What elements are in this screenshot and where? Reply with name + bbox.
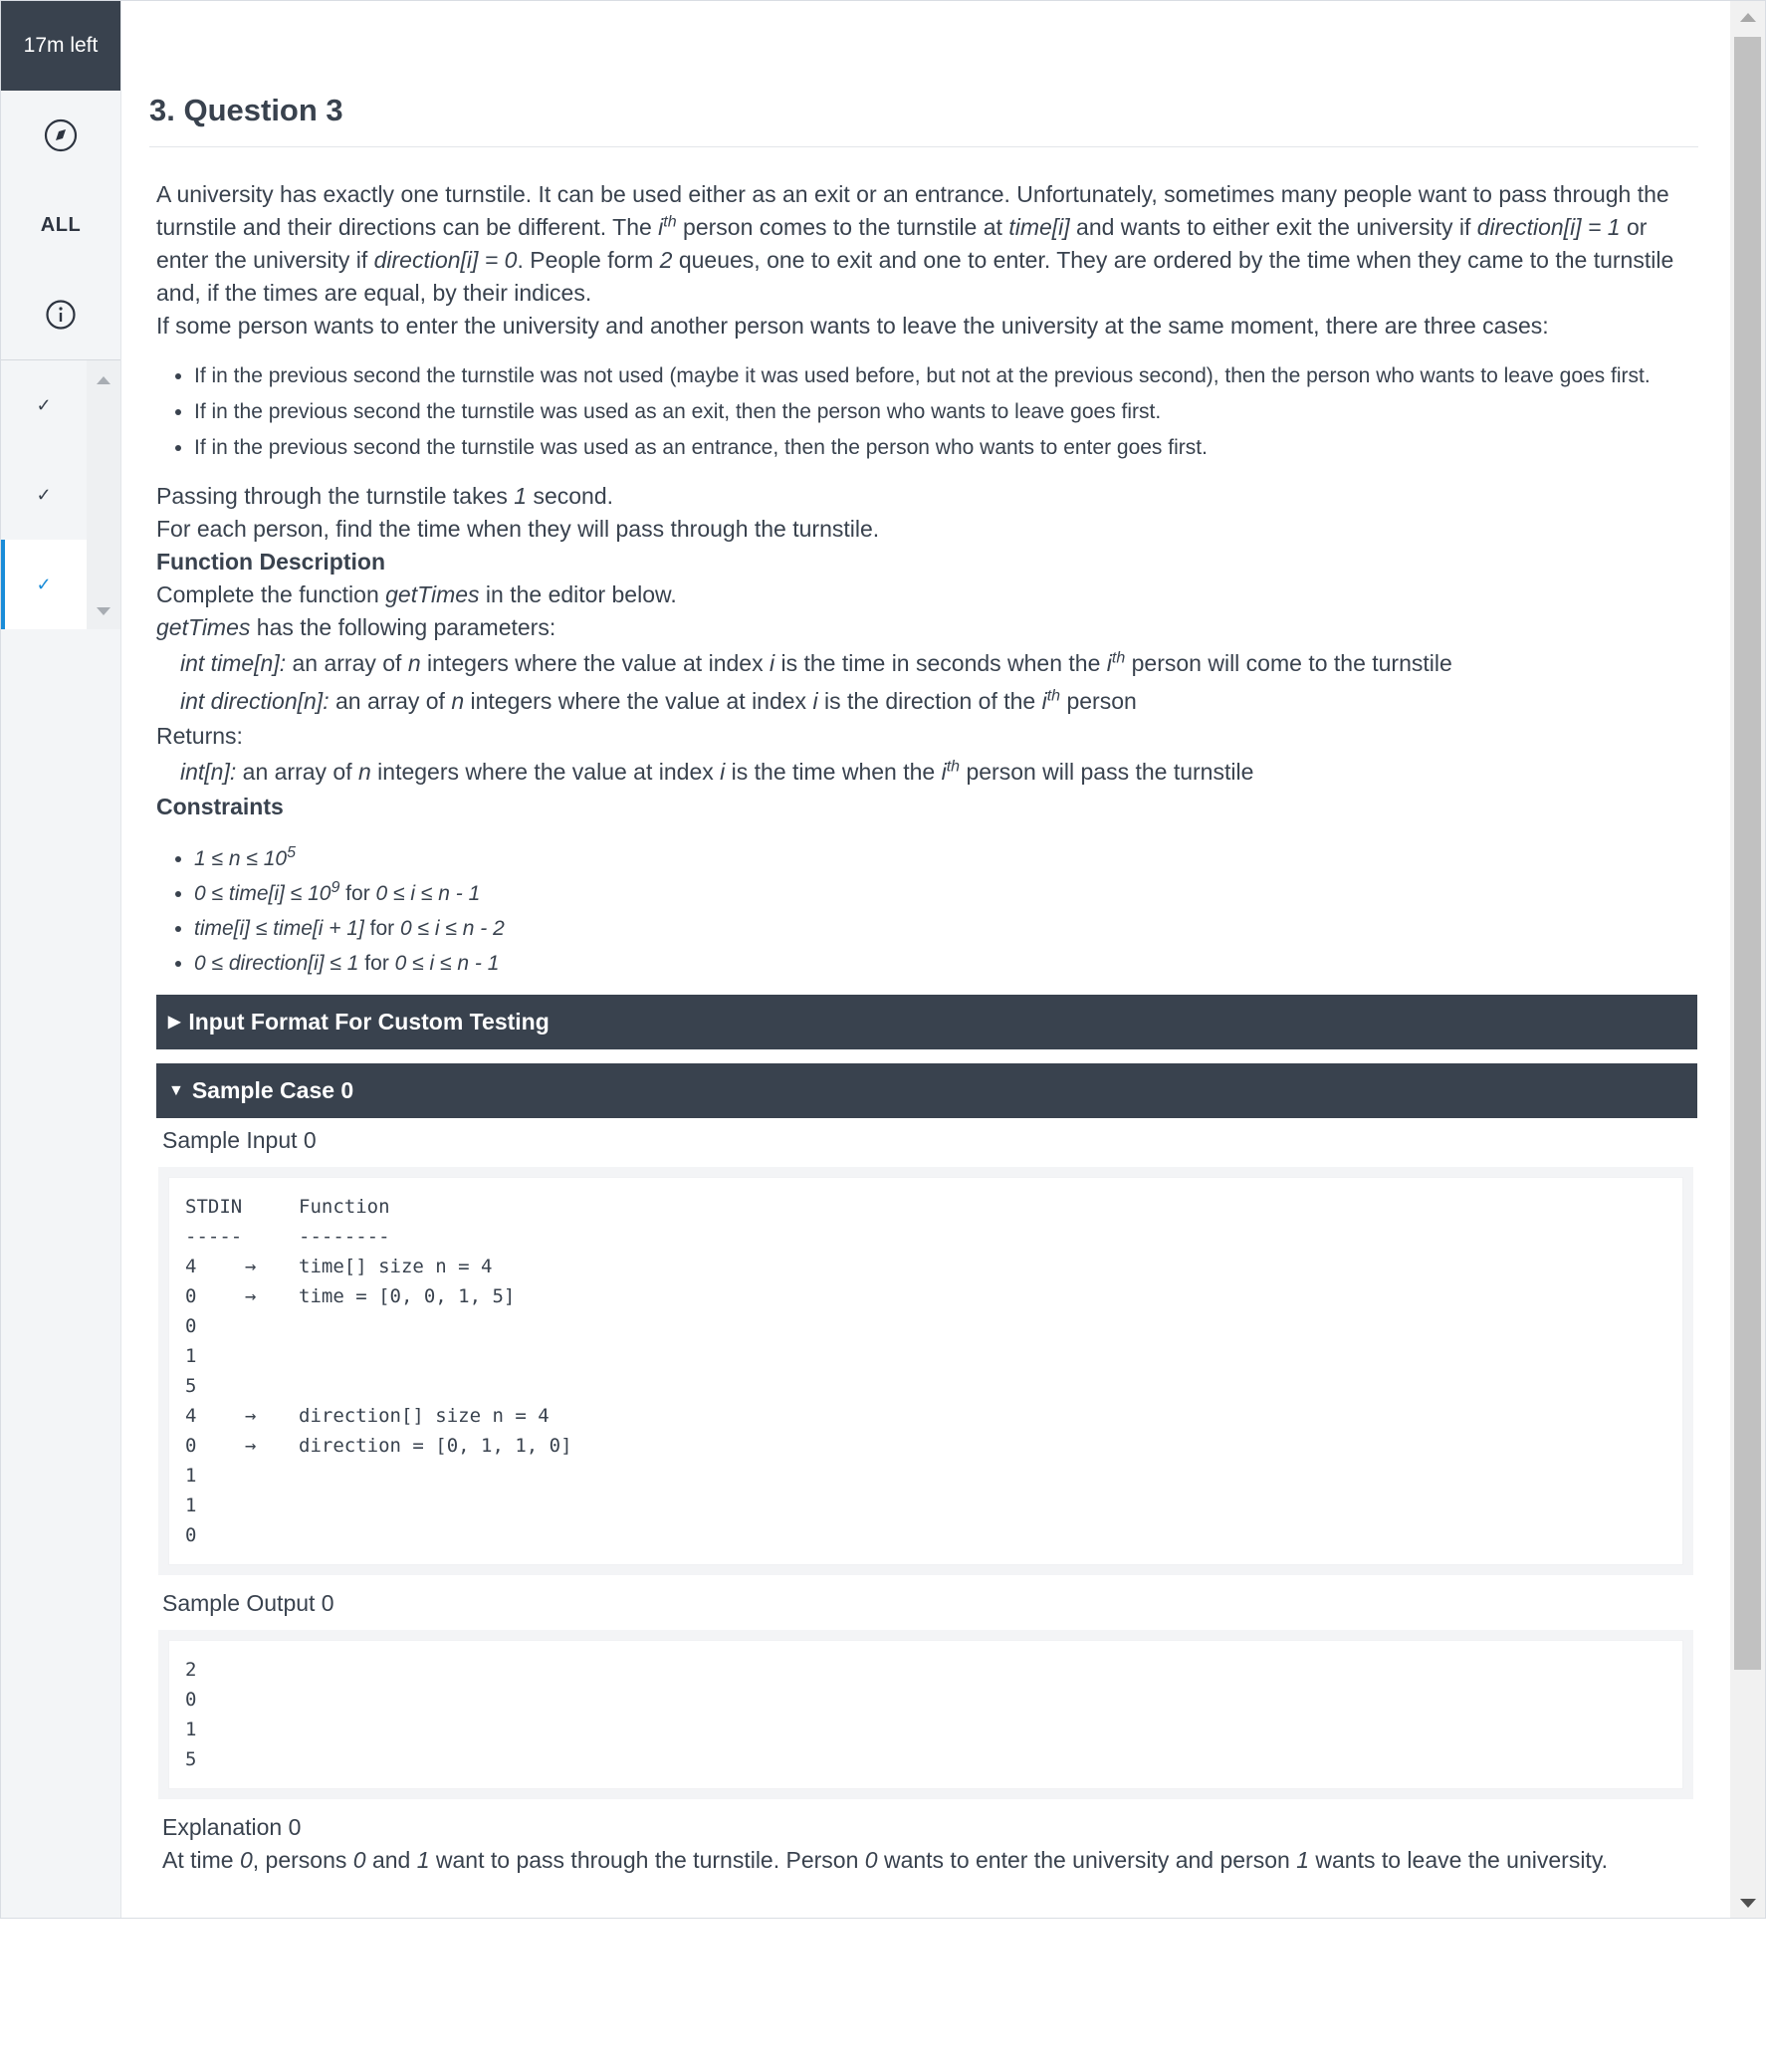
code-cell: 1 — [185, 1465, 197, 1487]
scroll-down-icon[interactable] — [1740, 1899, 1756, 1908]
scroll-up-icon[interactable] — [1740, 13, 1756, 22]
constraints-heading: Constraints — [156, 794, 284, 819]
code-cell: ----- — [185, 1226, 243, 1248]
code-cell: -------- — [299, 1226, 390, 1248]
complete-text: Complete the function getTimes in the editor below. — [156, 581, 677, 607]
code-row: 5 — [185, 1748, 197, 1770]
page-scrollbar[interactable] — [1730, 1, 1765, 1918]
list-item: • If in the previous second the turnstile was used as an exit, then the person who wants to leave goes first. — [194, 398, 1697, 426]
param-direction: int direction[n]: an array of n integers where the value at index i is the direction of the $i^{th}$ person — [180, 687, 1137, 714]
explanation-label: Explanation 0 — [162, 1814, 302, 1840]
info-icon — [45, 299, 77, 331]
sample-output-box — [168, 1640, 1683, 1789]
arrow-cell: → — [245, 1435, 257, 1457]
caret-right-icon: ▶ — [168, 1014, 181, 1031]
timer — [1, 1, 120, 91]
question-panel — [121, 1, 1730, 1918]
code-cell: time = [0, 0, 1, 5] — [299, 1285, 516, 1307]
accordion-label: Sample Case 0 — [191, 1077, 354, 1103]
timer-label: 17m left — [23, 34, 99, 57]
cases-list — [156, 362, 1697, 462]
list-item: • If in the previous second the turnstile was not used (maybe it was used before, but not at the previous second), then the person who wants to leave goes first. — [194, 362, 1697, 390]
code-row — [185, 1401, 1666, 1431]
scroll-up-icon[interactable] — [97, 376, 110, 384]
code-row — [185, 1192, 1666, 1222]
code-cell: 0 — [185, 1524, 197, 1546]
code-row — [185, 1461, 1666, 1491]
param-time: int time[n]: an array of n integers where the value at index i is the time in seconds when the $i^{th}$ person will come to the turnstile — [180, 649, 1452, 676]
code-row — [185, 1222, 1666, 1252]
code-cell: 1 — [185, 1495, 197, 1516]
returns-label: Returns: — [156, 723, 243, 749]
code-cell: 1 — [185, 1345, 197, 1367]
compass-button[interactable] — [1, 91, 120, 180]
passing-text: Passing through the turnstile takes 1 second. — [156, 483, 614, 509]
sample-input-label: Sample Input 0 — [162, 1127, 317, 1153]
check-icon: ✓ — [36, 574, 52, 594]
check-icon: ✓ — [36, 394, 52, 415]
check-icon: ✓ — [36, 484, 52, 505]
all-questions-button[interactable] — [1, 180, 120, 270]
code-cell: direction = [0, 1, 1, 0] — [299, 1435, 572, 1457]
arrow-cell — [245, 1520, 299, 1550]
returns-text: int[n]: an array of n integers where the value at index i is the time when the $i^{th}$ person will pass the turnstile — [180, 758, 1254, 785]
code-row: 2 — [185, 1659, 197, 1681]
params-intro: getTimes has the following parameters: — [156, 614, 556, 640]
question-title: 3. Question 3 — [149, 93, 1698, 147]
code-cell: 0 — [185, 1315, 197, 1337]
input-format-accordion[interactable] — [156, 995, 1697, 1049]
caret-down-icon: ▼ — [168, 1082, 184, 1099]
list-item: • $1 \le n \le 10^5$ — [194, 841, 1697, 876]
scrollbar-thumb[interactable] — [1734, 37, 1761, 1670]
arrow-cell: → — [245, 1405, 257, 1427]
question-item-2[interactable] — [1, 450, 87, 540]
code-row: 0 — [185, 1689, 197, 1711]
code-row — [185, 1491, 1666, 1520]
code-row — [185, 1520, 1666, 1550]
arrow-cell — [245, 1192, 299, 1222]
scroll-down-icon[interactable] — [97, 607, 110, 615]
code-cell: 0 — [185, 1435, 197, 1457]
explanation-text: At time 0, persons 0 and 1 want to pass through the turnstile. Person 0 wants to enter the university and person 1 wants to leave the university. — [162, 1847, 1608, 1873]
question-list — [1, 360, 120, 629]
code-row — [185, 1252, 1666, 1281]
sample-output-label: Sample Output 0 — [162, 1590, 334, 1616]
question-item-1[interactable] — [1, 360, 87, 450]
list-item: • time[i] ≤ time[i + 1] for 0 ≤ i ≤ n - 2 — [194, 911, 1697, 946]
function-description-heading: Function Description — [156, 549, 385, 575]
question-item-3[interactable] — [1, 540, 87, 629]
question-body — [156, 178, 1697, 1877]
arrow-cell — [245, 1461, 299, 1491]
code-cell: 5 — [185, 1375, 197, 1397]
arrow-cell: → — [245, 1285, 257, 1307]
list-item: • If in the previous second the turnstile was used as an entrance, then the person who wants to enter goes first. — [194, 434, 1697, 462]
list-item: • 0 ≤ time[i] ≤ $10^9$ for 0 ≤ i ≤ n - 1 — [194, 876, 1697, 911]
code-row — [185, 1431, 1666, 1461]
cases-intro: If some person wants to enter the university and another person wants to leave the university at the same moment, there are three cases: — [156, 313, 1549, 339]
code-cell: 4 — [185, 1256, 197, 1277]
accordion-label: Input Format For Custom Testing — [188, 1009, 550, 1035]
constraints-list — [156, 841, 1697, 981]
arrow-cell — [245, 1491, 299, 1520]
code-cell: direction[] size n = 4 — [299, 1405, 550, 1427]
code-cell: 0 — [185, 1285, 197, 1307]
code-row — [185, 1371, 1666, 1401]
arrow-cell — [245, 1311, 299, 1341]
all-label: ALL — [40, 213, 82, 236]
arrow-cell — [245, 1341, 299, 1371]
arrow-cell — [245, 1371, 299, 1401]
arrow-cell: → — [245, 1256, 257, 1277]
question-list-scrollbar[interactable] — [87, 360, 120, 629]
left-sidebar — [1, 1, 121, 1918]
arrow-cell — [245, 1222, 299, 1252]
code-cell: Function — [299, 1196, 390, 1218]
code-row: 1 — [185, 1719, 197, 1740]
info-button[interactable] — [1, 270, 120, 359]
code-row — [185, 1311, 1666, 1341]
sample-input-box — [168, 1177, 1683, 1565]
code-cell: 4 — [185, 1405, 197, 1427]
compass-icon — [44, 118, 78, 152]
code-cell: STDIN — [185, 1196, 243, 1218]
code-row — [185, 1341, 1666, 1371]
code-cell: time[] size n = 4 — [299, 1256, 493, 1277]
problem-paragraph: A university has exactly one turnstile. It can be used either as an exit or an entrance. Unfortunately, sometimes many people want to pass through the turnstile and their directions can be different. The $i^{th}$ person comes to the turnstile at time[i] and wants to either exit the university if direction[i] = 1 or enter the university if direction[i] = 0. People form 2 queues, one to exit and one to enter. They are ordered by the time when they came to the turnstile and, if the times are equal, by their indices. — [156, 181, 1674, 306]
for-each-text: For each person, find the time when they will pass through the turnstile. — [156, 516, 880, 542]
sample-case-accordion[interactable] — [156, 1063, 1697, 1118]
code-row — [185, 1281, 1666, 1311]
list-item: • 0 ≤ direction[i] ≤ 1 for 0 ≤ i ≤ n - 1 — [194, 946, 1697, 981]
